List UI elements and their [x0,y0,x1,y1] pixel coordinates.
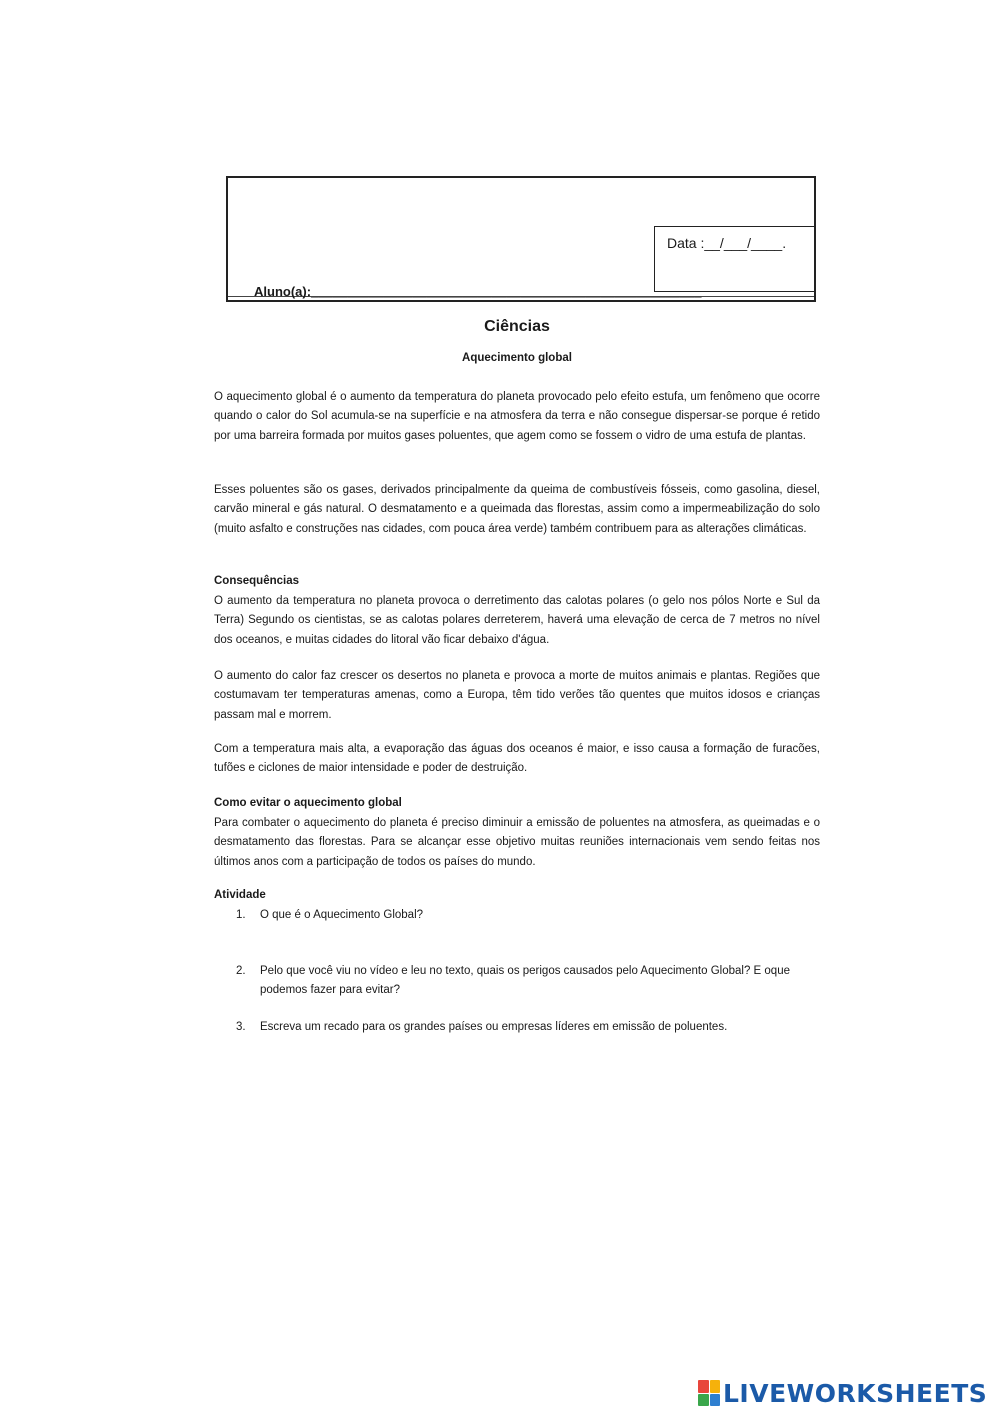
brand-name: LIVEWORKSHEETS [723,1378,988,1408]
page-title: Ciências [484,318,550,335]
liveworksheets-icon [698,1380,720,1406]
question-number: 1. [236,909,246,921]
activity-heading: Atividade [214,889,266,901]
question-item [236,906,820,925]
question-number: 3. [236,1021,246,1033]
consequences-paragraph-2: O aumento do calor faz crescer os desertos no planeta e provoca a morte de muitos animais e plantas. Regiões que costumavam ter temperaturas amenas, como a Europa, têm tido verões tão quentes que muitos idosos e crianças passam mal e morrem. [214,670,820,721]
intro-paragraph-2: Esses poluentes são os gases, derivados principalmente da queima de combustíveis fósseis, como gasolina, diesel, carvão mineral e gás natural. O desmatamento e a queimada das florestas, assim como a impermeabilização do solo (muito asfalto e construções nas cidades, com pouca área verde) também contribuem para as alterações climáticas. [214,484,820,535]
consequences-paragraph-1: O aumento da temperatura no planeta provoca o derretimento das calotas polares (o gelo nos pólos Norte e Sul da Terra) Segundo os cientistas, se as calotas polares derreterem, haverá uma elevação de cerca de 7 metros no nível dos oceanos, e muitas cidades do litoral vão ficar debaixo d'água. [214,595,820,646]
question-number: 2. [236,965,246,977]
student-label: Aluno(a):______________________________________________________ [254,284,702,299]
question-item [236,962,820,1000]
prevention-heading: Como evitar o aquecimento global [214,797,402,809]
question-text: Escreva um recado para os grandes países ou empresas líderes em emissão de poluentes. [260,1021,728,1033]
question-item [236,1018,820,1037]
consequences-paragraph-3: Com a temperatura mais alta, a evaporação das águas dos oceanos é maior, e isso causa a formação de furacões, tufões e ciclones de maior intensidade e poder de destruição. [214,743,820,775]
consequences-heading: Consequências [214,575,299,587]
prevention-paragraph: Para combater o aquecimento do planeta é preciso diminuir a emissão de poluentes na atmosfera, as queimadas e o desmatamento das florestas. Para se alcançar esse objetivo muitas reuniões internacionais vem sendo feitas nos últimos anos com a participação de todos os países do mundo. [214,817,820,868]
question-text: O que é o Aquecimento Global? [260,909,424,921]
date-label: Data :__/___/____. [667,235,787,251]
liveworksheets-logo[interactable] [698,1378,987,1408]
question-text: Pelo que você viu no vídeo e leu no texto, quais os perigos causados pelo Aquecimento Global? E oque podemos fazer para evitar? [260,965,790,996]
page-subtitle: Aquecimento global [462,352,572,364]
student-name-field[interactable] [254,284,701,299]
date-field[interactable] [654,226,816,292]
intro-paragraph-1: O aquecimento global é o aumento da temperatura do planeta provocado pelo efeito estufa, um fenômeno que ocorre quando o calor do Sol acumula-se na superfície e na atmosfera da terra e não consegue dispersar-se porque é retido por uma barreira formada por muitos gases poluentes, que agem como se fossem o vidro de uma estufa de plantas. [214,391,820,442]
